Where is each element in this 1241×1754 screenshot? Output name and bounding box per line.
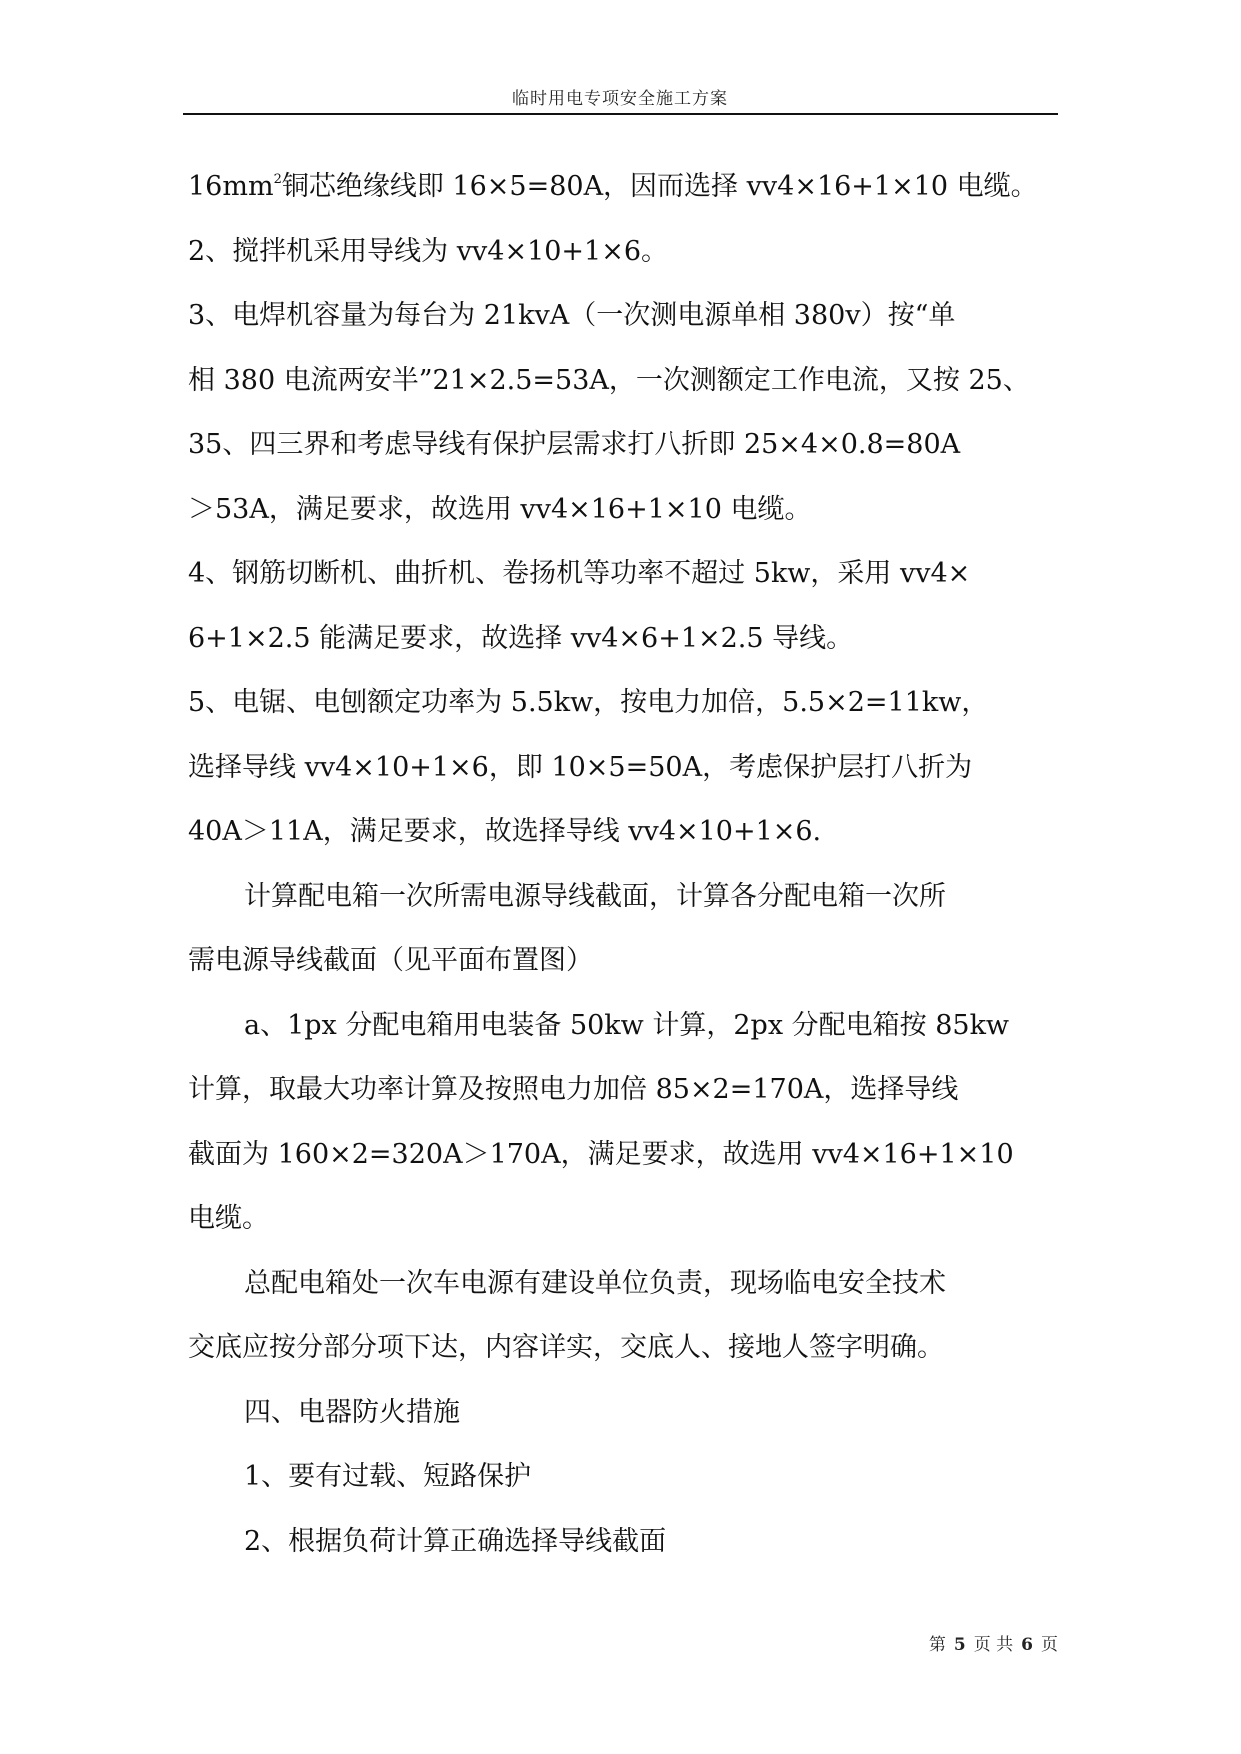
header-divider [183,113,1058,115]
body-line-8: 6+1×2.5 能满足要求，故选择 vv4×6+1×2.5 导线。 [188,622,854,654]
footer-prefix: 第 [928,1635,946,1655]
body-line-17: 电缆。 [188,1203,269,1234]
wire-spec-text: 16mm [188,171,274,202]
body-line-15: 计算，取最大功率计算及按照电力加倍 85×2=170A，选择导线 [188,1074,959,1105]
document-body [188,155,1058,1574]
footer-suffix: 页 [1041,1635,1058,1655]
body-line-13: 需电源导线截面（见平面布置图） [188,945,593,976]
body-line-16: 截面为 160×2=320A＞170A，满足要求，故选用 vv4×16+1×10 [188,1138,1014,1170]
page-header-title: 临时用电专项安全施工方案 [512,89,728,109]
body-line-11: 40A＞11A，满足要求，故选择导线 vv4×10+1×6. [188,816,822,847]
body-line-19: 交底应按分部分项下达，内容详实，交底人、接地人签字明确。 [188,1332,944,1363]
body-line-14: a、1px 分配电箱用电装备 50kw 计算，2px 分配电箱按 85kw [244,1009,1010,1041]
body-line-2: 2、搅拌机采用导线为 vv4×10+1×6。 [188,235,669,267]
body-line-1-rest: 铜芯绝缘线即 16×5=80A，因而选择 vv4×16+1×10 电缆。 [281,171,1038,202]
body-line-18: 总配电箱处一次车电源有建设单位负责，现场临电安全技术 [244,1267,946,1299]
superscript-2: 2 [273,172,282,187]
body-line-1 [188,155,1058,220]
body-line-7: 4、钢筋切断机、曲折机、卷扬机等功率不超过 5kw，采用 vv4× [188,558,971,589]
body-line-6: ＞53A，满足要求，故选用 vv4×16+1×10 电缆。 [188,493,812,525]
body-line-3: 3、电焊机容量为每台为 21kvA（一次测电源单相 380v）按“单 [188,300,956,331]
current-page-number: 5 [953,1635,966,1655]
body-line-10: 选择导线 vv4×10+1×6，即 10×5=50A，考虑保护层打八折为 [188,751,973,783]
list-item-wire-selection: 2、根据负荷计算正确选择导线截面 [244,1525,667,1557]
footer-middle: 页 共 [973,1635,1014,1655]
body-line-4: 相 380 电流两安半”21×2.5=53A，一次测额定工作电流，又按 25、 [188,364,1030,396]
list-item-overload-protection: 1、要有过载、短路保护 [244,1461,532,1492]
body-line-9: 5、电锯、电刨额定功率为 5.5kw，按电力加倍，5.5×2=11kw， [188,687,989,718]
body-line-5: 35、四三界和考虑导线有保护层需求打八折即 25×4×0.8=80A [188,429,961,460]
page-footer [900,1630,1060,1655]
body-line-12: 计算配电箱一次所需电源导线截面，计算各分配电箱一次所 [244,880,946,912]
section-heading-fire-prevention: 四、电器防火措施 [244,1396,460,1428]
total-page-count: 6 [1021,1635,1033,1655]
